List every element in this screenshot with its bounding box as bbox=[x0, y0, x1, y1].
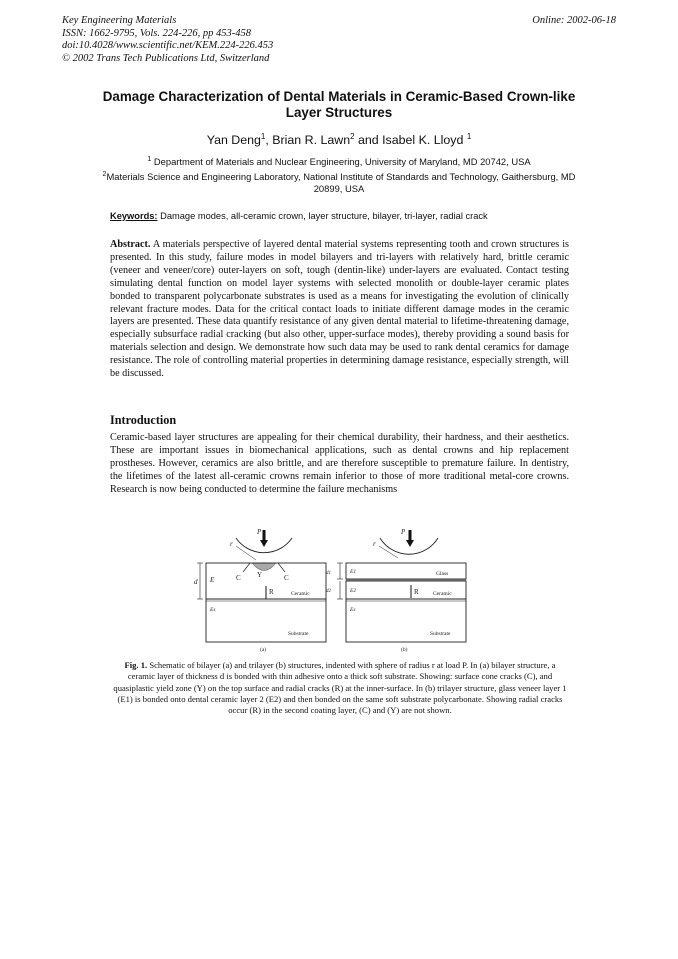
keywords-label: Keywords: bbox=[110, 211, 158, 221]
radius-line bbox=[236, 546, 256, 560]
substrate-label: Substrate bbox=[430, 631, 451, 637]
ceramic-modulus-label: E2 bbox=[350, 588, 357, 594]
load-label: P bbox=[257, 528, 262, 536]
caption-text: Schematic of bilayer (a) and trilayer (b) structures, indented with sphere of radius r at load P. In (a) bilayer structure, a ceramic layer of thickness d is bonded with thin adhesive onto a thick soft substrate. Showing: surface cone cracks (C), and quasiplastic yield zone (Y) on the top surface and radial cracks (R) at the inner-surface. In (b) trilayer structure, glass veneer layer 1 (E1) is bonded onto dental ceramic layer 2 (E2) and then bonded on the same soft substrate polycarbonate. Showing radial cracks occur (R) in the second coating layer, (C) and (Y) are not shown. bbox=[113, 660, 567, 716]
glass-label: Glass bbox=[436, 571, 449, 577]
abstract bbox=[110, 239, 569, 381]
yield-zone bbox=[252, 563, 276, 571]
journal-name: Key Engineering Materials bbox=[62, 15, 177, 26]
introduction-text: Ceramic-based layer structures are appealing for their chemical durability, their hardness, and their aesthetics. These are important issues in biomechanical applications, such as dental crowns and hip replacement prostheses. However, ceramics are also brittle, and are therefore susceptible to premature failure. In dentistry, the lifetimes of the latest all-ceramic crowns remain inferior to those of more traditional metal-core crowns. Research is now being conducted to determine the failure mechanisms bbox=[110, 432, 569, 495]
cone-crack bbox=[243, 563, 250, 572]
author-affil-mark: 1 bbox=[260, 132, 266, 141]
author-name: and Isabel K. Lloyd bbox=[354, 133, 467, 148]
panel-a-label: (a) bbox=[260, 647, 267, 653]
online-date: Online: 2002-06-18 bbox=[532, 15, 616, 26]
section-heading-introduction: Introduction bbox=[110, 413, 177, 427]
caption-label: Fig. 1. bbox=[124, 660, 148, 670]
substrate-modulus-label: Es bbox=[350, 607, 356, 613]
abstract-label: Abstract. bbox=[110, 239, 151, 250]
figure-1-caption bbox=[112, 660, 568, 716]
affil-mark: 1 bbox=[147, 156, 152, 163]
author-list bbox=[100, 132, 578, 147]
figure-1-diagram bbox=[196, 522, 496, 654]
radial-crack-label: R bbox=[269, 588, 274, 596]
issn-line: ISSN: 1662-9795, Vols. 224-226, pp 453-458 bbox=[62, 27, 251, 39]
radial-crack-label: R bbox=[414, 588, 419, 596]
copyright-line: © 2002 Trans Tech Publications Ltd, Switzerland bbox=[62, 52, 270, 64]
substrate-label: Substrate bbox=[288, 631, 309, 637]
paper-title: Damage Characterization of Dental Materials in Ceramic-Based Crown-like Layer Structures bbox=[102, 89, 576, 120]
keywords-text: Damage modes, all-ceramic crown, layer structure, bilayer, tri-layer, radial crack bbox=[157, 211, 488, 221]
load-arrow-head bbox=[406, 540, 414, 547]
ceramic-label: Ceramic bbox=[433, 591, 452, 597]
substrate-modulus-label: Es bbox=[210, 607, 216, 613]
journal-header bbox=[62, 15, 273, 65]
load-label: P bbox=[401, 528, 406, 536]
yield-zone-label: Y bbox=[257, 571, 263, 579]
thickness-label: d1 bbox=[326, 571, 331, 576]
radius-label: r bbox=[373, 540, 376, 548]
author-affil-mark: 1 bbox=[466, 132, 472, 141]
affiliation-2 bbox=[90, 169, 588, 196]
affil-text: Materials Science and Engineering Laboratory, National Institute of Standards and Technology, Gaithersburg, MD 20899, USA bbox=[106, 170, 576, 195]
affil-text: Department of Materials and Nuclear Engineering, University of Maryland, MD 20742, USA bbox=[151, 156, 531, 168]
figure-panel-b bbox=[326, 528, 466, 653]
ceramic-label: Ceramic bbox=[291, 591, 310, 597]
keywords bbox=[110, 211, 580, 221]
affiliations bbox=[90, 154, 588, 195]
author-affil-mark: 2 bbox=[350, 132, 355, 141]
radius-label: r bbox=[230, 540, 233, 548]
affiliation-1 bbox=[90, 154, 588, 169]
load-arrow-head bbox=[260, 540, 268, 547]
cone-crack-label: C bbox=[236, 574, 241, 582]
modulus-label: E bbox=[210, 576, 215, 584]
cone-crack-label: C bbox=[284, 574, 289, 582]
panel-b-label: (b) bbox=[401, 647, 408, 653]
thickness-label: d2 bbox=[326, 589, 331, 594]
affil-mark: 2 bbox=[102, 170, 107, 178]
thickness-label: d bbox=[194, 578, 198, 586]
author-name: , Brian R. Lawn bbox=[265, 133, 351, 148]
figure-1 bbox=[196, 522, 496, 659]
doi-link[interactable]: doi:10.4028/www.scientific.net/KEM.224-226.453 bbox=[62, 40, 274, 51]
author-name: Yan Deng bbox=[206, 133, 261, 148]
cone-crack bbox=[278, 563, 285, 572]
glass-modulus-label: E1 bbox=[350, 569, 357, 575]
abstract-text: A materials perspective of layered dental material systems representing tooth and crown structures is presented. In this study, failure modes in model bilayers and tri-layers with relatively hard, brittle ceramic (veneer and veneer/core) outer-layers on soft, tough (dentin-like) under-layers are evaluated. Contact testing simulating dental function on model layer systems with selected monolith or double-layer ceramic plates bonded to transparent polycarbonate substrates is used as a means for investigating the evolution of clinically relevant fracture modes. Data for the critical contact loads to initiate different damage modes in the ceramic layers are presented. These data quantify resistance of any given dental material to lifetime-threatening damage, especially subsurface radial cracking (but also other, upper-surface modes), thereby providing a sound basis for materials selection and design. We demonstrate how such data may be used to rank dental ceramics for damage resistance. The role of controlling material properties in determining damage resistance, especially strength, will be discussed. bbox=[110, 239, 569, 380]
figure-panel-a bbox=[194, 528, 326, 653]
